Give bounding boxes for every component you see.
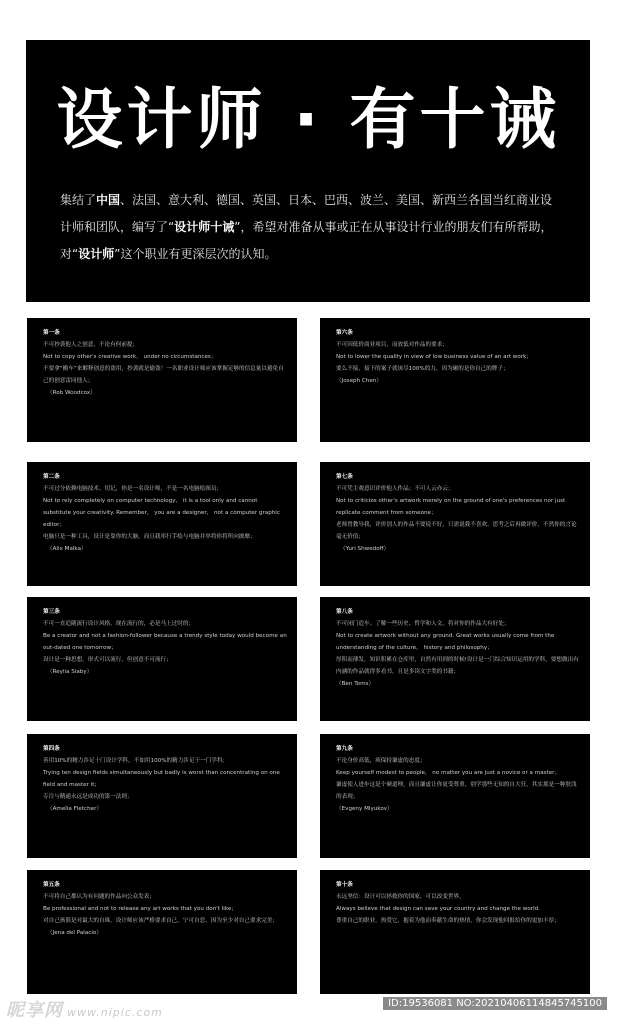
rule-line: 要么不接，接下的案子就该尽100%的力，因为砸的是你自己的牌子；	[336, 366, 509, 372]
rule-line: Keep yourself modest to people， no matter you are just a novice or a master；	[336, 770, 561, 776]
page-title: 设计师 · 有十诫	[56, 81, 560, 158]
rule-line: 老师曾教导我，评价别人的作品不要说不好，只需说我不喜欢。思考之后再做评价，不然你的言论毫无价值；	[336, 522, 577, 540]
rule-line: 电脑只是一种工具，设计是靠你的大脑，而且我率行手绘与电脑并举将你将所向披靡；	[43, 534, 256, 540]
rule-line: 设计是一种思想，形式可以流行，但创意不可流行；	[43, 657, 172, 663]
rule-card-5	[27, 870, 297, 994]
rule-line: Not to lower the quality in view of low business value of an art work；	[336, 354, 532, 360]
desc-segment: 、法国、意大利、德国、英国、日本、巴西、波兰、美国、新西兰各国当红商业设计师和团队，编写了“	[60, 193, 553, 234]
desc-segment: ”，希望对准备从事或正在从事设计行业的朋友们有所帮助，对“	[60, 220, 553, 261]
rule-title: 第二条	[43, 474, 60, 480]
rule-author: （Reylia Slaby）	[47, 669, 93, 675]
rule-card-2	[27, 462, 297, 586]
rule-line: 不论身价高低，须保持谦虚的态度；	[336, 758, 426, 764]
rule-title: 第十条	[336, 882, 353, 888]
rule-card-10	[320, 870, 590, 994]
rule-title: 第五条	[43, 882, 60, 888]
rule-line: 不可因低价商业项目，而放低对作品的要求；	[336, 342, 448, 348]
rule-line: 不要拿“搬车”来解释创意的盗用，抄袭就是偷盗！一名职业设计师应该掌握足够的信息量以避免自己的创意雷同他人；	[43, 366, 284, 384]
rule-line: Not to create artwork without any ground. Great works usually come from the understanding of the culture， history and philosophy；	[336, 633, 555, 651]
rule-author: （Yuri Shwedoff）	[340, 546, 390, 552]
rule-card-6	[320, 318, 590, 442]
rule-author: （Jena del Palacio）	[47, 930, 102, 936]
rule-card-1	[27, 318, 297, 442]
rule-title: 第三条	[43, 609, 60, 615]
rule-card-4	[27, 734, 297, 858]
rule-line: 永远坚信：设计可以拯救你的国家，可以改变世界。	[336, 894, 465, 900]
rule-line: Trying ten design fields simultaneously but badly is worst than concentrating on one field and master it；	[43, 770, 280, 788]
rule-line: Be a creator and not a fashion-follower because a trendy style today would become an out-dated one tomorrow；	[43, 633, 287, 651]
rule-card-3	[27, 597, 297, 721]
desc-highlight: 设计师十诫	[174, 220, 235, 234]
rule-line: Always believe that design can save your country and change the world.	[336, 906, 540, 912]
desc-highlight: 设计师	[78, 247, 115, 261]
rule-title: 第八条	[336, 609, 353, 615]
hero-banner	[26, 40, 590, 302]
watermark-bar	[0, 993, 617, 1024]
watermark-id: ID:19536081 NO:20210406114845745100	[383, 997, 607, 1010]
rule-line: 不可将自己都认为有问题的作品向公众发表；	[43, 894, 155, 900]
rule-line: Not to rely completely on computer technology， it is a tool only and cannot substitute your creativity. Remember， you are a designer， not a computer graphic editor；	[43, 498, 280, 528]
rule-author: （Joseph Chen）	[336, 378, 382, 384]
rule-title: 第四条	[43, 746, 60, 752]
rule-line: 不可抄袭他人之创意，不论有何前提；	[43, 342, 139, 348]
watermark-logo	[6, 996, 163, 1022]
rule-author: （Alix Malka）	[47, 546, 87, 552]
rule-title: 第七条	[336, 474, 353, 480]
desc-segment: ”这个职业有更深层次的认知。	[114, 247, 277, 261]
rule-line: Not to criticize other's artwork merely on the ground of one's preferences nor just replicate comment from someone；	[336, 498, 566, 516]
rule-title: 第九条	[336, 746, 353, 752]
rule-author: （Amelia Fletcher）	[47, 806, 102, 812]
rule-line: 不可一直追随流行设计风格，现在流行的，必是马上过时的；	[43, 621, 195, 627]
hero-description	[60, 187, 560, 268]
rule-line: 谦虚使人进步这是个硬道理，而且谦虚让你更受尊重，别学那些无知的自大狂，其实那是一种肤浅的表现；	[336, 782, 577, 800]
rule-line: 不可闭门造车；了解一些历史、哲学和人文，将对你的作品大有好处；	[336, 621, 510, 627]
desc-segment: 集结了	[60, 193, 97, 207]
rule-title: 第一条	[43, 330, 60, 336]
watermark-logo-text: 昵享网	[6, 1000, 63, 1021]
rule-title: 第六条	[336, 330, 353, 336]
rule-line: Be professional and not to release any art works that you don't like；	[43, 906, 237, 912]
rule-author: （Rob Woodcox）	[47, 390, 96, 396]
rule-line: 不可凭主观意识评价他人作品；不可人云亦云；	[336, 486, 454, 492]
rule-author: （Ben Toms）	[336, 681, 375, 687]
rule-card-9	[320, 734, 590, 858]
rule-line: 对自己孩狠是对最大的自珠，设计师应该严格要求自己，宁可自恋，因为至少对自己要求完美；	[43, 918, 278, 924]
rule-card-8	[320, 597, 590, 721]
watermark-url: www.nipic.com	[67, 1006, 163, 1019]
rule-line: 专注与精通永远是成功的第一法则；	[43, 794, 133, 800]
rule-line: 厚积而薄发，知识积累在仓库里，自然有用到的时候!设计是一门综合知识运用的学科，要想做出有内涵的作品就得多看书，且是多读文字类的书籍；	[336, 657, 579, 675]
rule-card-7	[320, 462, 590, 586]
rule-line: 善用10%的精力涉足十门设计学科，不如用100%的精力涉足于一门学科；	[43, 758, 229, 764]
rule-line: 尊重自己的职业，热爱它，抱着为他而奉献生命的热情，你会发现他回报给你的更加丰厚；	[336, 918, 560, 924]
desc-highlight: 中国	[96, 193, 121, 207]
rule-line: 不可过分依赖电脑技术。切记，你是一名设计师，不是一名电脑绘图员；	[43, 486, 223, 492]
rule-line: Not to copy other's creative work， under no circumstances；	[43, 354, 217, 360]
rule-author: （Evgeny Mlyukov）	[336, 806, 393, 812]
